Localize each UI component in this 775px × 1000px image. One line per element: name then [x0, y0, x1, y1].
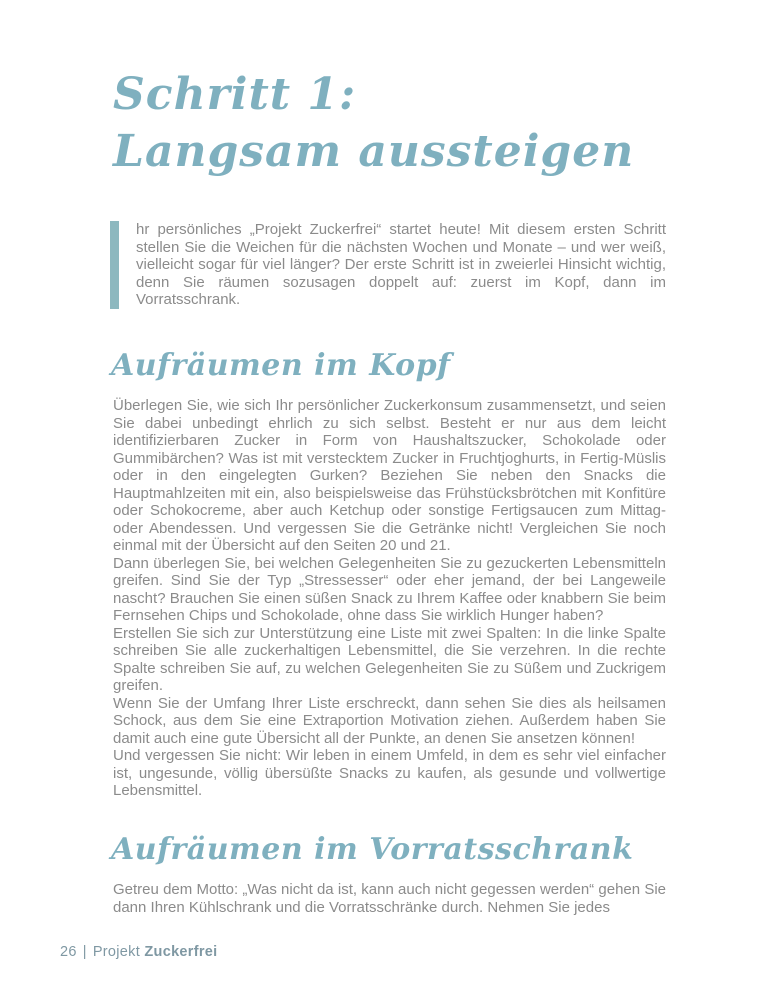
paragraph: Und vergessen Sie nicht: Wir leben in einem Umfeld, in dem es sehr viel einfacher ist, ungesunde, völlig übersüßte Snacks zu kaufen, als gesunde und vollwertige Lebensmittel. — [113, 747, 666, 799]
chapter-title-line-1: Schritt 1: — [113, 69, 357, 120]
page-number: 26 — [60, 944, 77, 960]
footer-separator: | — [82, 944, 87, 960]
book-title-bold: Zuckerfrei — [144, 944, 218, 960]
section-vorratsschrank-body — [113, 881, 666, 916]
paragraph: Dann überlegen Sie, bei welchen Gelegenheiten Sie zu gezuckerten Lebensmitteln greifen. Sind Sie der Typ „Stressesser“ oder eher jemand, der bei Langeweile nascht? Brauchen Sie einen süßen Snack zu Ihrem Kaffee oder knabbern Sie beim Fernsehen Chips und Schokolade, ohne dass Sie wirklich Hunger haben? — [113, 554, 666, 624]
drop-cap-bar — [110, 221, 119, 309]
paragraph: Überlegen Sie, wie sich Ihr persönlicher Zuckerkonsum zusammensetzt, und seien Sie dabei unbedingt ehrlich zu sich selbst. Besteht er nur aus dem leicht identifizierbaren Zucker in Form von Haushaltszucker, Schokolade oder Gummibärchen? Was ist mit verstecktem Zucker in Fruchtjoghurts, in Fertig-Müslis oder in den eingelegten Gurken? Beziehen Sie neben den Snacks die Hauptmahlzeiten mit ein, also beispielsweise das Frühstücksbrötchen mit Konfitüre oder Schokocreme, aber auch Ketchup oder sonstige Fertigsaucen zum Mittag- oder Abendessen. Und vergessen Sie die Getränke nicht! Vergleichen Sie noch einmal mit der Übersicht auf den Seiten 20 und 21. — [113, 397, 666, 554]
book-title: Projekt — [92, 944, 141, 960]
paragraph: Wenn Sie der Umfang Ihrer Liste erschreckt, dann sehen Sie dies als heilsamen Schock, aus dem Sie eine Extraportion Motivation ziehen. Außerdem haben Sie damit auch eine gute Übersicht all der Punkte, an denen Sie ansetzen können! — [113, 694, 666, 747]
page-footer — [60, 944, 218, 960]
chapter-title — [113, 66, 713, 180]
section-kopf-body — [113, 397, 666, 800]
paragraph: Erstellen Sie sich zur Unterstützung eine Liste mit zwei Spalten: In die linke Spalte schreiben Sie alle zuckerhaltigen Lebensmittel, die Sie verzehren. In die rechte Spalte schreiben Sie auf, zu welchen Gelegenheiten Sie zu Süßem und Zuckrigem greifen. — [113, 624, 666, 694]
section-heading-kopf: Aufräumen im Kopf — [111, 348, 451, 383]
section-heading-vorratsschrank: Aufräumen im Vorratsschrank — [111, 832, 634, 867]
paragraph: Getreu dem Motto: „Was nicht da ist, kann auch nicht gegessen werden“ gehen Sie dann Ihren Kühlschrank und die Vorratsschränke durch. Nehmen Sie jedes — [113, 881, 666, 916]
intro-text: hr persönliches „Projekt Zuckerfrei“ startet heute! Mit diesem ersten Schritt stellen Sie die Weichen für die nächsten Wochen und Monate – und wer weiß, vielleicht sogar für viel länger? Der erste Schritt ist in zweierlei Hinsicht wichtig, denn Sie räumen sozusagen doppelt auf: zuerst im Kopf, dann im Vorratsschrank. — [136, 221, 666, 308]
chapter-title-line-2: Langsam aussteigen — [113, 126, 635, 177]
intro-paragraph — [110, 221, 666, 309]
